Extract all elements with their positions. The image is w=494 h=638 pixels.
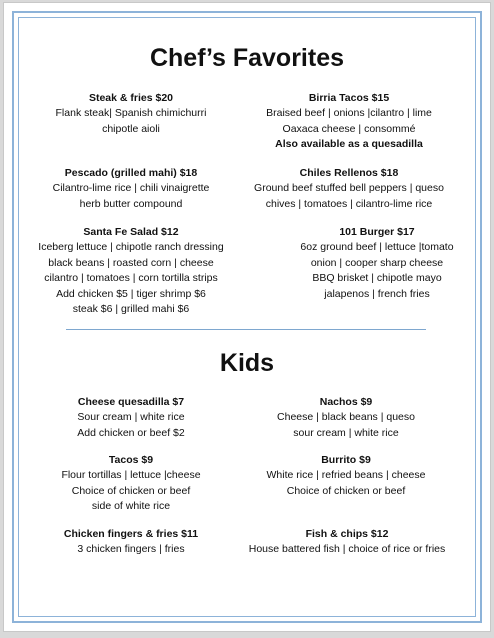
item-line: BBQ brisket | chipotle mayo [312,272,442,285]
item-line: House battered fish | choice of rice or fries [248,543,446,556]
menu-page [3,2,491,632]
item-line: jalapenos | french fries [324,287,430,300]
item-name: Tacos $9 [108,454,154,466]
item-name: Chiles Rellenos $18 [299,167,399,179]
item-line: Flank steak| Spanish chimichurri [55,107,207,120]
item-line: chipotle aioli [102,122,160,135]
item-line: side of white rice [91,500,171,513]
menu-item-fish-chips [222,527,472,558]
item-note: Also available as a quesadilla [275,138,423,151]
item-line: Braised beef | onions |cilantro | lime [266,107,432,120]
item-name: Cheese quesadilla $7 [77,396,185,408]
section-divider [66,329,426,330]
item-name: Fish & chips $12 [305,528,389,540]
item-name: Birria Tacos $15 [308,92,390,104]
menu-item-chicken-fingers [26,527,236,558]
item-line: steak $6 | grilled mahi $6 [72,303,190,316]
item-name: Burrito $9 [321,454,371,466]
item-line: 6oz ground beef | lettuce |tomato [300,241,454,254]
item-line: 3 chicken fingers | fries [77,543,185,556]
item-line: Cilantro-lime rice | chili vinaigrette [52,182,210,195]
menu-item-chiles-rellenos [229,166,469,212]
item-line: Flour tortillas | lettuce |cheese [61,469,201,482]
item-line: chives | tomatoes | cilantro-lime rice [265,197,433,210]
item-line: onion | cooper sharp cheese [310,256,444,269]
menu-item-pescado [24,166,238,212]
section-title-kids: Kids [219,349,275,377]
item-line: sour cream | white rice [293,426,399,439]
item-line: White rice | refried beans | cheese [266,469,426,482]
menu-item-santa-fe-salad [24,225,238,317]
item-line: Oaxaca cheese | consommé [282,122,416,135]
item-name: Chicken fingers & fries $11 [63,528,199,540]
menu-item-nachos [226,395,466,441]
menu-item-birria-tacos [234,91,464,153]
item-line: Add chicken $5 | tiger shrimp $6 [56,287,206,300]
item-line: Ground beef stuffed bell peppers | queso [254,182,444,195]
item-line: cilantro | tomatoes | corn tortilla strips [44,272,218,285]
item-line: black beans | roasted corn | cheese [48,256,214,269]
item-name: Steak & fries $20 [88,92,174,104]
menu-item-tacos [26,453,236,515]
item-name: Nachos $9 [319,396,373,408]
item-name: Santa Fe Salad $12 [83,226,179,238]
item-line: Iceberg lettuce | chipotle ranch dressing [38,241,224,254]
item-name: 101 Burger $17 [339,226,415,238]
menu-item-burrito [226,453,466,499]
item-line: Choice of chicken or beef [286,484,406,497]
section-title-chefs-favorites: Chef’s Favorites [149,44,345,72]
menu-item-101-burger [262,225,492,302]
item-line: Cheese | black beans | queso [277,411,415,424]
menu-item-cheese-quesadilla [26,395,236,441]
item-line: Add chicken or beef $2 [77,426,185,439]
item-line: Choice of chicken or beef [71,484,191,497]
item-name: Pescado (grilled mahi) $18 [64,167,198,179]
menu-item-steak-fries [26,91,236,137]
item-line: herb butter compound [79,197,183,210]
item-line: Sour cream | white rice [77,411,185,424]
